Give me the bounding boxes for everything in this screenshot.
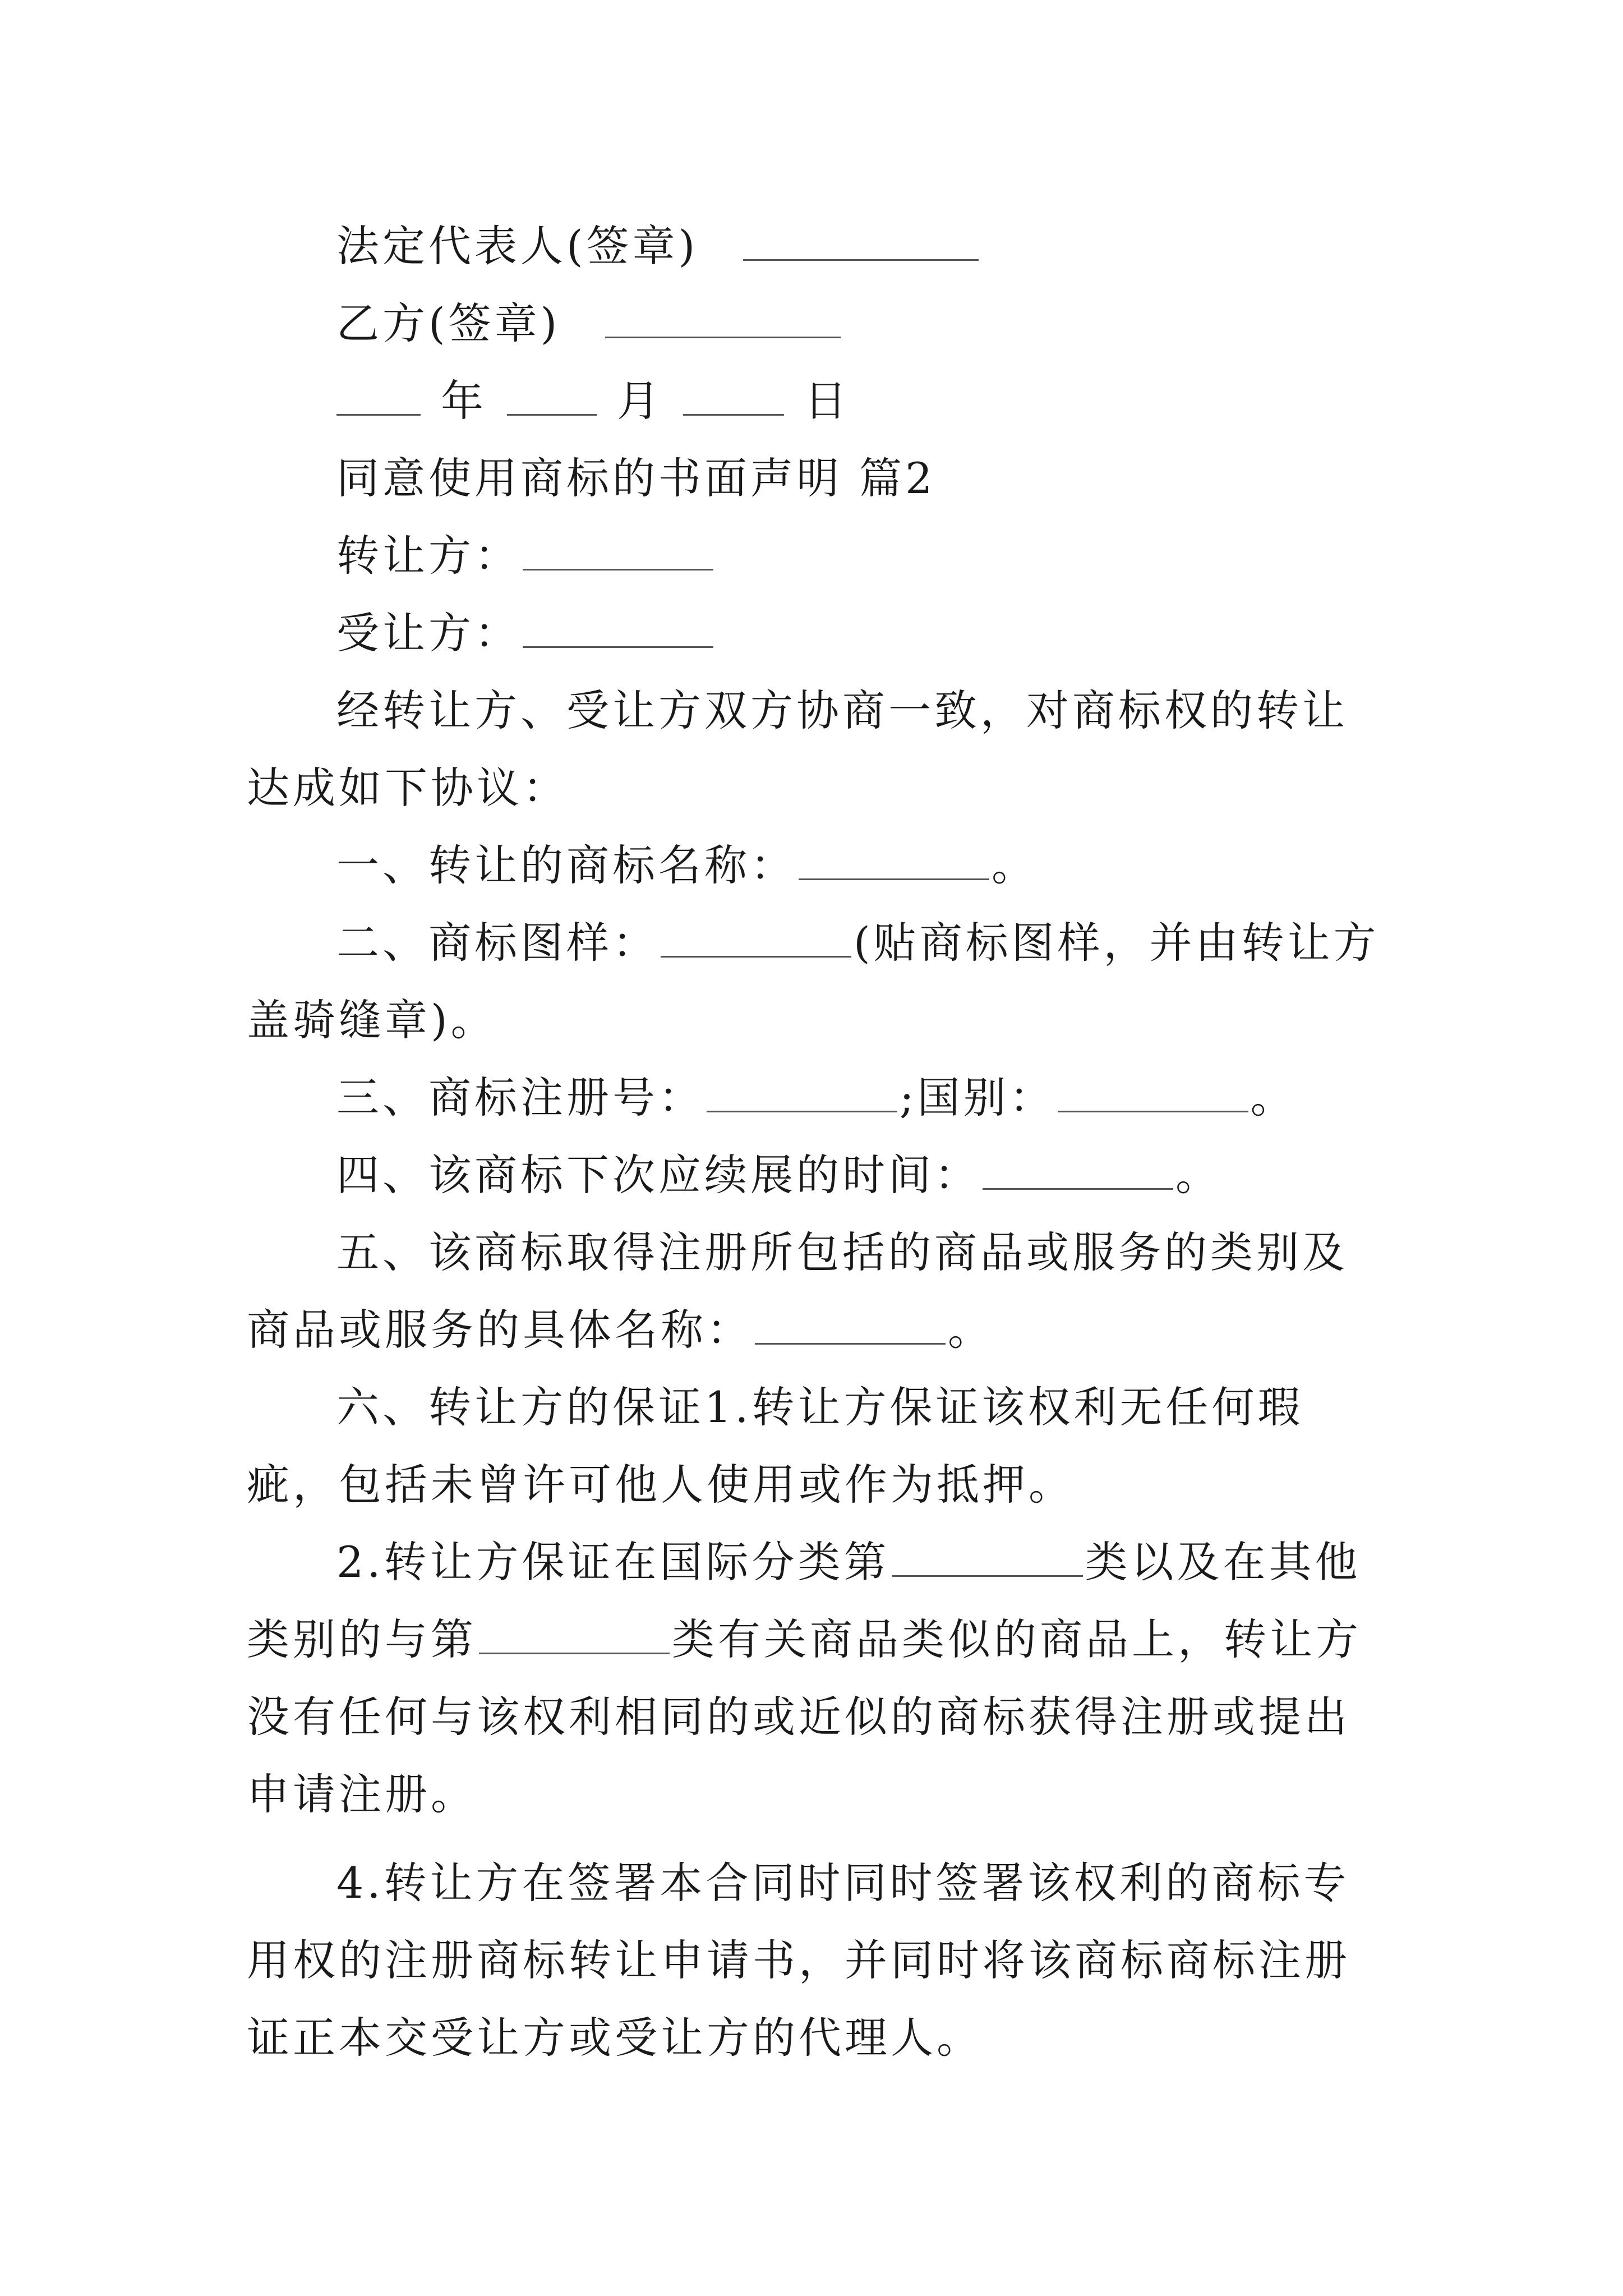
transferee-blank[interactable] <box>523 607 713 648</box>
transferee-line <box>247 595 1391 672</box>
item-7-text: 2.转让方保证在国际分类第 <box>336 1537 890 1587</box>
item-7-mid: 类以及在其他类别的与第 <box>247 1537 1361 1664</box>
legal-rep-label: 法定代表人(签章) <box>336 221 699 271</box>
item-5-text: 五、该商标取得注册所包括的商品或服务的类别及商品或服务的具体名称： <box>247 1227 1348 1355</box>
legal-rep-blank[interactable] <box>743 220 979 261</box>
item-4-text: 四、该商标下次应续展的时间： <box>336 1150 980 1200</box>
day-blank[interactable] <box>683 375 784 416</box>
item-2 <box>247 904 1391 1059</box>
item-3-end: 。 <box>1250 1073 1297 1122</box>
item-5-end: 。 <box>948 1305 994 1355</box>
intl-class-blank[interactable] <box>892 1536 1083 1577</box>
transferor-line <box>247 517 1391 595</box>
item-7-end: 类有关商品类似的商品上，转让方没有任何与该权利相同的或近似的商标获得注册或提出申请注册。 <box>247 1614 1362 1819</box>
year-blank[interactable] <box>336 375 421 416</box>
transferee-label: 受让方： <box>336 608 520 658</box>
item-2-end: (贴商标图样，并由转让方盖骑缝章)。 <box>247 918 1380 1045</box>
related-class-blank[interactable] <box>479 1613 670 1654</box>
legal-rep-signature-line <box>247 208 1391 285</box>
item-8: 4.转让方在签署本合同时同时签署该权利的商标专用权的注册商标转让申请书，并同时将该商标商标注册证正本交受让方或受让方的代理人。 <box>247 1858 1350 2063</box>
party-b-signature-line <box>247 285 1391 362</box>
party-b-label: 乙方(签章) <box>336 298 561 348</box>
month-label: 月 <box>617 376 663 426</box>
item-1-text: 一、转让的商标名称： <box>336 840 796 890</box>
goods-services-blank[interactable] <box>755 1304 946 1345</box>
day-label: 日 <box>804 376 850 426</box>
party-b-blank[interactable] <box>605 297 841 338</box>
date-line <box>247 362 1391 440</box>
item-3-text: 三、商标注册号： <box>336 1073 704 1122</box>
trademark-image-blank[interactable] <box>661 917 851 958</box>
month-blank[interactable] <box>507 375 597 416</box>
item-4-end: 。 <box>1175 1150 1221 1200</box>
item-3-mid: ;国别： <box>900 1073 1055 1122</box>
trademark-name-blank[interactable] <box>799 839 989 880</box>
document-body <box>247 208 1391 2077</box>
country-blank[interactable] <box>1058 1071 1248 1112</box>
year-label: 年 <box>441 376 487 426</box>
transferor-label: 转让方： <box>336 531 520 581</box>
intro-paragraph: 经转让方、受让方双方协商一致，对商标权的转让达成如下协议： <box>247 685 1348 813</box>
item-7 <box>247 1524 1391 1833</box>
item-5 <box>247 1214 1391 1369</box>
item-6: 六、转让方的保证1.转让方保证该权利无任何瑕疵，包括未曾许可他人使用或作为抵押。 <box>247 1382 1304 1510</box>
item-1 <box>247 827 1391 904</box>
item-3 <box>247 1059 1391 1137</box>
item-2-text: 二、商标图样： <box>336 918 658 968</box>
item-4 <box>247 1137 1391 1214</box>
renewal-date-blank[interactable] <box>983 1149 1173 1190</box>
item-1-end: 。 <box>992 840 1038 890</box>
section-heading: 同意使用商标的书面声明 篇2 <box>336 453 936 503</box>
registration-number-blank[interactable] <box>707 1071 897 1112</box>
transferor-blank[interactable] <box>523 530 713 570</box>
